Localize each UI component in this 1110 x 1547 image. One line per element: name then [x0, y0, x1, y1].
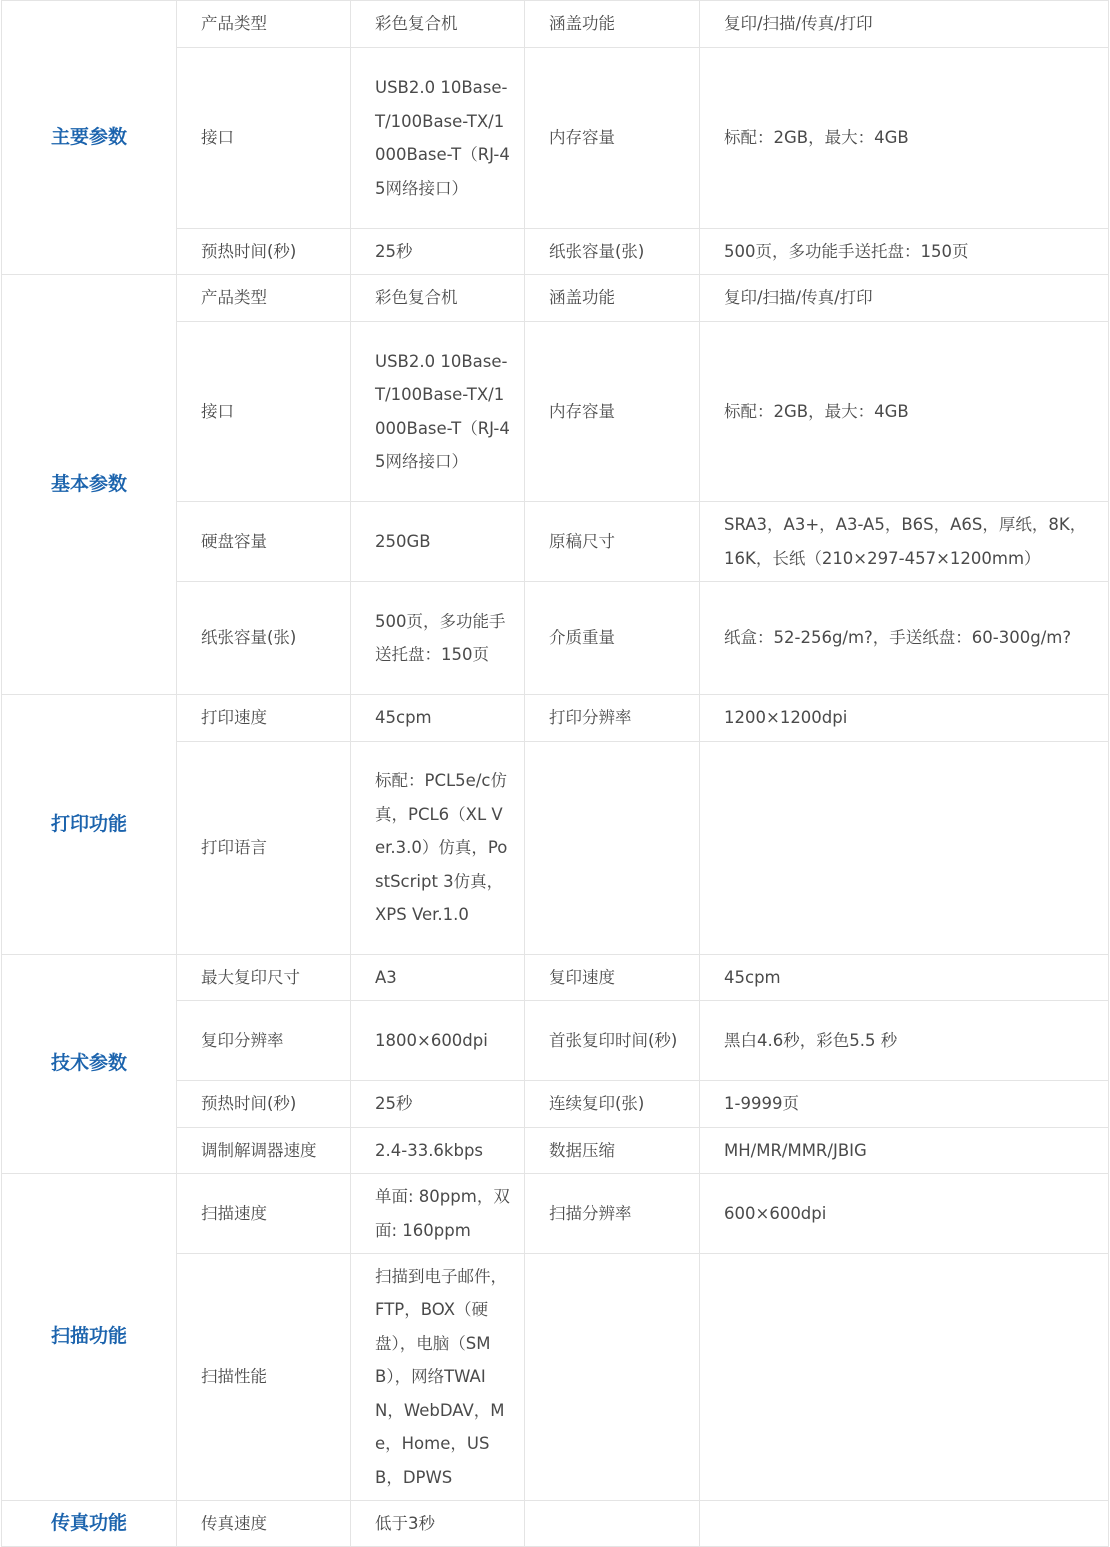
section-title-main: 主要参数	[2, 1, 177, 275]
section-title-basic: 基本参数	[2, 275, 177, 695]
spec-value: 黑白4.6秒，彩色5.5 秒	[700, 1001, 1109, 1081]
spec-value: 25秒	[351, 1081, 525, 1128]
section-title-tech: 技术参数	[2, 955, 177, 1174]
spec-value: 45cpm	[700, 955, 1109, 1001]
spec-label: 扫描速度	[177, 1174, 351, 1254]
spec-label: 产品类型	[177, 275, 351, 322]
spec-label: 纸张容量(张)	[525, 229, 700, 275]
spec-value: 彩色复合机	[351, 1, 525, 48]
spec-value: 1-9999页	[700, 1081, 1109, 1128]
spec-label: 调制解调器速度	[177, 1128, 351, 1174]
spec-value: SRA3，A3+，A3-A5，B6S，A6S，厚纸，8K，16K，长纸（210×297-457×1200mm）	[700, 502, 1109, 582]
spec-value	[700, 1501, 1109, 1547]
spec-value: 1800×600dpi	[351, 1001, 525, 1081]
spec-label: 打印语言	[177, 742, 351, 955]
spec-label	[525, 742, 700, 955]
spec-value: 600×600dpi	[700, 1174, 1109, 1254]
spec-label: 连续复印(张)	[525, 1081, 700, 1128]
spec-value: USB2.0 10Base-T/100Base-TX/1000Base-T（RJ-45网络接口）	[351, 48, 525, 229]
spec-value: 500页，多功能手送托盘：150页	[351, 582, 525, 695]
spec-value: USB2.0 10Base-T/100Base-TX/1000Base-T（RJ-45网络接口）	[351, 322, 525, 502]
spec-value: 250GB	[351, 502, 525, 582]
spec-value	[700, 1254, 1109, 1501]
spec-value: 纸盒：52-256g/m?，手送纸盘：60-300g/m?	[700, 582, 1109, 695]
spec-value: 彩色复合机	[351, 275, 525, 322]
spec-label: 复印速度	[525, 955, 700, 1001]
spec-value: MH/MR/MMR/JBIG	[700, 1128, 1109, 1174]
table-row	[2, 1501, 1109, 1547]
spec-value: 500页，多功能手送托盘：150页	[700, 229, 1109, 275]
spec-label: 内存容量	[525, 322, 700, 502]
spec-value: 单面: 80ppm，双面: 160ppm	[351, 1174, 525, 1254]
spec-label	[525, 1501, 700, 1547]
spec-label: 打印速度	[177, 695, 351, 742]
spec-label: 涵盖功能	[525, 275, 700, 322]
spec-table	[1, 0, 1109, 1547]
spec-value: 1200×1200dpi	[700, 695, 1109, 742]
spec-label: 涵盖功能	[525, 1, 700, 48]
spec-label: 数据压缩	[525, 1128, 700, 1174]
spec-value: 45cpm	[351, 695, 525, 742]
spec-label: 最大复印尺寸	[177, 955, 351, 1001]
spec-value: 标配：2GB，最大：4GB	[700, 322, 1109, 502]
spec-value: 25秒	[351, 229, 525, 275]
section-title-fax: 传真功能	[2, 1501, 177, 1547]
spec-label: 硬盘容量	[177, 502, 351, 582]
spec-value: 标配：2GB，最大：4GB	[700, 48, 1109, 229]
table-row	[2, 695, 1109, 742]
spec-value: 复印/扫描/传真/打印	[700, 1, 1109, 48]
spec-label: 打印分辨率	[525, 695, 700, 742]
spec-label: 复印分辨率	[177, 1001, 351, 1081]
spec-label: 预热时间(秒)	[177, 1081, 351, 1128]
spec-label: 扫描分辨率	[525, 1174, 700, 1254]
spec-label: 首张复印时间(秒)	[525, 1001, 700, 1081]
spec-label: 预热时间(秒)	[177, 229, 351, 275]
spec-label: 介质重量	[525, 582, 700, 695]
spec-value: A3	[351, 955, 525, 1001]
spec-label: 扫描性能	[177, 1254, 351, 1501]
spec-label	[525, 1254, 700, 1501]
spec-value: 复印/扫描/传真/打印	[700, 275, 1109, 322]
spec-label: 接口	[177, 322, 351, 502]
spec-label: 原稿尺寸	[525, 502, 700, 582]
spec-value: 扫描到电子邮件，FTP，BOX（硬盘），电脑（SMB），网络TWAIN，WebDAV，Me，Home，USB，DPWS	[351, 1254, 525, 1501]
spec-label: 内存容量	[525, 48, 700, 229]
spec-value: 2.4-33.6kbps	[351, 1128, 525, 1174]
spec-label: 传真速度	[177, 1501, 351, 1547]
spec-label: 纸张容量(张)	[177, 582, 351, 695]
spec-label: 接口	[177, 48, 351, 229]
spec-value	[700, 742, 1109, 955]
spec-label: 产品类型	[177, 1, 351, 48]
table-row	[2, 1, 1109, 48]
spec-value: 低于3秒	[351, 1501, 525, 1547]
table-row	[2, 1174, 1109, 1254]
section-title-scan: 扫描功能	[2, 1174, 177, 1501]
table-row	[2, 955, 1109, 1001]
table-row	[2, 275, 1109, 322]
section-title-print: 打印功能	[2, 695, 177, 955]
spec-value: 标配：PCL5e/c仿真，PCL6（XL Ver.3.0）仿真，PostScript 3仿真，XPS Ver.1.0	[351, 742, 525, 955]
